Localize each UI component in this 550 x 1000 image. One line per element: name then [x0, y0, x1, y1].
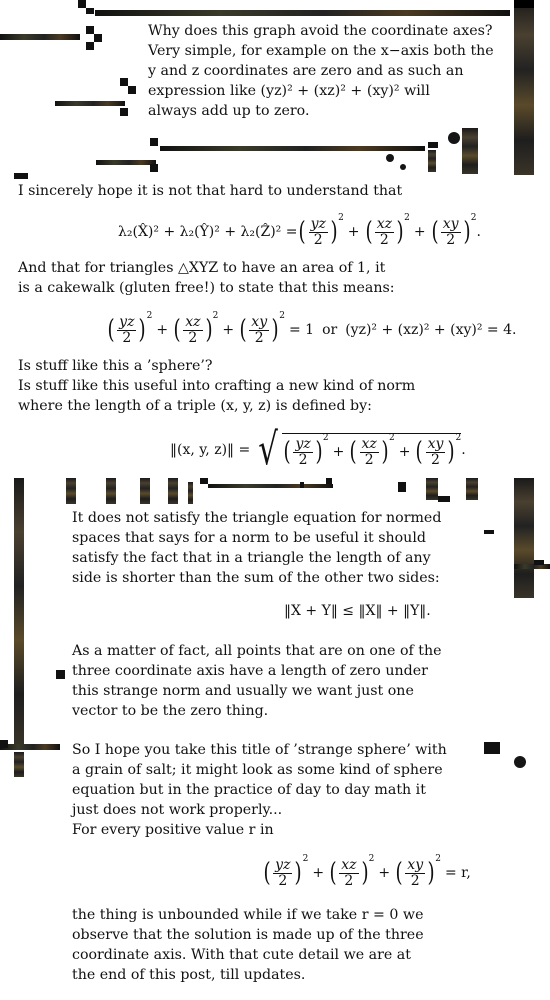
intro-line: expression like (yz)² + (xz)² + (xy)² will	[148, 83, 430, 99]
deco-block	[56, 670, 65, 679]
deco-bar	[0, 744, 60, 750]
equation-norm: ‖(x, y, z)‖ = √ ( $\frac{yz}{2}$ ) 2 + ( $\frac{xz}{2}$ ) 2 + ( $\frac{xy}{2}$ ) 2 .	[170, 424, 466, 475]
deco-bar	[0, 34, 80, 40]
paragraph-line: Is stuff like this a ’sphere’?	[18, 358, 213, 374]
deco-vertical-bar	[462, 128, 478, 174]
deco-dot	[386, 154, 394, 162]
deco-bar	[208, 484, 333, 488]
deco-block	[78, 0, 86, 8]
deco-block	[94, 34, 102, 42]
paragraph-line: spaces that says for a norm to be useful it should	[72, 530, 426, 546]
paragraph-line: side is shorter than the sum of the other two sides:	[72, 570, 440, 586]
deco-block	[484, 530, 494, 534]
deco-block	[128, 86, 136, 94]
deco-block	[14, 173, 28, 179]
deco-bar	[160, 146, 425, 151]
paragraph-line: vector to be the zero thing.	[72, 703, 269, 719]
paragraph-line: As a matter of fact, all points that are on one of the	[72, 643, 442, 659]
paragraph-line: the end of this post, till updates.	[72, 967, 306, 983]
paragraph-line: three coordinate axis have a length of zero under	[72, 663, 428, 679]
deco-block	[534, 560, 544, 565]
equation-r: ( $\frac{yz}{2}$ ) 2 + ( $\frac{xz}{2}$ ) 2 + ( $\frac{xy}{2}$ ) 2 = r,	[263, 854, 471, 889]
equation-area: ( $\frac{yz}{2}$ ) 2 + ( $\frac{xz}{2}$ ) 2 + ( $\frac{xy}{2}$ ) 2 = 1 or (yz)² + (xz)² + (xy)² = 4.	[107, 311, 517, 346]
deco-block	[150, 138, 158, 146]
deco-block	[484, 742, 500, 754]
deco-vertical-bar	[426, 478, 438, 500]
intro-line: always add up to zero.	[148, 103, 310, 119]
paragraph-line: observe that the solution is made up of the three	[72, 927, 424, 943]
paragraph-line: Is stuff like this useful into crafting a new kind of norm	[18, 378, 416, 394]
deco-vertical-bar	[428, 150, 436, 172]
deco-vertical-bar	[140, 478, 150, 504]
paragraph-line: the thing is unbounded while if we take r = 0 we	[72, 907, 424, 923]
deco-vertical-bar	[514, 478, 534, 598]
paragraph-line: where the length of a triple (x, y, z) is defined by:	[18, 398, 372, 414]
deco-dot	[400, 164, 406, 170]
deco-block	[120, 78, 128, 86]
paragraph-line: this strange norm and usually we want just one	[72, 683, 414, 699]
deco-vertical-bar	[14, 752, 24, 777]
paragraph-line: It does not satisfy the triangle equation for normed	[72, 510, 442, 526]
deco-vertical-bar	[188, 482, 193, 504]
paragraph-line: is a cakewalk (gluten free!) to state that this means:	[18, 280, 395, 296]
paragraph-line: equation but in the practice of day to day math it	[72, 782, 426, 798]
deco-dot	[514, 756, 526, 768]
deco-block	[438, 496, 450, 502]
intro-line: y and z coordinates are zero and as such an	[148, 63, 464, 79]
equation-lambda: λ₂(X̂)² + λ₂(Ŷ)² + λ₂(Ẑ)² = ( $\frac{yz}{2}$ ) 2 + ( $\frac{xz}{2}$ ) 2 + ( $\frac{xy}{2}$ ) 2 .	[118, 213, 481, 248]
paragraph-line: So I hope you take this title of ’strange sphere’ with	[72, 742, 447, 758]
paragraph-line: For every positive value r in	[72, 822, 274, 838]
deco-bar	[96, 160, 156, 165]
paragraph-line: satisfy the fact that in a triangle the length of any	[72, 550, 431, 566]
deco-block	[300, 482, 304, 488]
deco-dot	[448, 132, 460, 144]
equation-triangle-inequality: ‖X + Y‖ ≤ ‖X‖ + ‖Y‖.	[284, 603, 431, 619]
deco-block	[120, 108, 128, 116]
paragraph-line: I sincerely hope it is not that hard to understand that	[18, 183, 403, 199]
deco-block	[200, 478, 208, 484]
intro-line: Why does this graph avoid the coordinate axes?	[148, 23, 493, 39]
deco-block	[428, 142, 438, 148]
intro-line: Very simple, for example on the x−axis both the	[148, 43, 494, 59]
deco-block	[86, 42, 94, 50]
deco-vertical-bar	[14, 478, 24, 748]
deco-vertical-bar	[514, 0, 534, 175]
deco-vertical-bar	[466, 478, 478, 500]
paragraph-line: a grain of salt; it might look as some kind of sphere	[72, 762, 443, 778]
deco-block	[0, 740, 8, 748]
paragraph-line: coordinate axis. With that cute detail we are at	[72, 947, 411, 963]
deco-bar	[55, 101, 125, 106]
deco-block	[398, 482, 406, 492]
deco-vertical-bar	[106, 478, 116, 504]
deco-block	[86, 26, 94, 34]
paragraph-line: just does not work properly...	[72, 802, 283, 818]
deco-vertical-bar	[66, 478, 76, 504]
deco-vertical-bar	[168, 478, 178, 504]
deco-block	[86, 8, 94, 14]
deco-block	[150, 164, 158, 172]
paragraph-line: And that for triangles △XYZ to have an area of 1, it	[18, 260, 386, 276]
deco-block	[326, 478, 332, 484]
deco-bar	[514, 564, 550, 569]
deco-bar	[95, 10, 510, 16]
deco-block	[514, 0, 534, 8]
equation-lhs: λ₂(X̂)² + λ₂(Ŷ)² + λ₂(Ẑ)² =	[118, 224, 298, 240]
